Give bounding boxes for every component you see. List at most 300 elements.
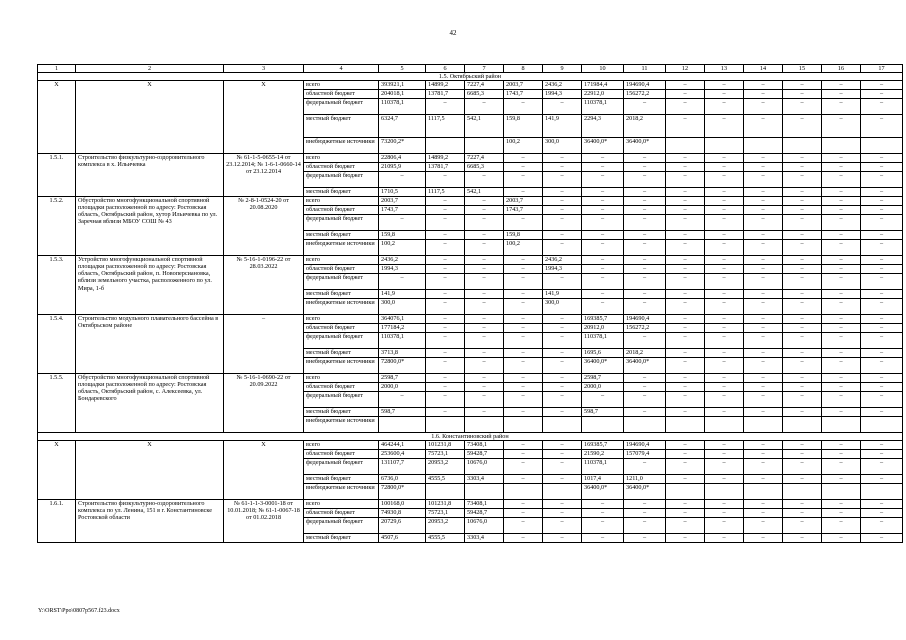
amount-cell: –: [705, 518, 744, 534]
amount-cell: –: [705, 441, 744, 450]
amount-cell: –: [861, 265, 903, 274]
amount-cell: –: [666, 408, 705, 417]
amount-cell: 14899,2: [426, 154, 465, 163]
column-number: 4: [304, 65, 379, 73]
amount-cell: –: [465, 240, 504, 256]
amount-cell: 100,2: [504, 240, 543, 256]
amount-cell: –: [582, 154, 624, 163]
funding-source: федеральный бюджет: [304, 459, 379, 475]
amount-cell: –: [822, 534, 861, 543]
amount-cell: –: [783, 333, 822, 349]
amount-cell: –: [543, 324, 582, 333]
amount-cell: 22806,4: [379, 154, 426, 163]
amount-cell: –: [744, 299, 783, 315]
amount-cell: –: [783, 459, 822, 475]
amount-cell: 141,9: [379, 290, 426, 299]
amount-cell: –: [666, 206, 705, 215]
amount-cell: –: [582, 163, 624, 172]
amount-cell: –: [705, 115, 744, 138]
funding-source: областной бюджет: [304, 509, 379, 518]
amount-cell: 3303,4: [465, 534, 504, 543]
amount-cell: –: [504, 290, 543, 299]
amount-cell: –: [783, 99, 822, 115]
amount-cell: –: [822, 518, 861, 534]
amount-cell: [861, 138, 903, 154]
amount-cell: –: [861, 383, 903, 392]
amount-cell: –: [504, 358, 543, 374]
amount-cell: –: [666, 475, 705, 484]
amount-cell: –: [822, 392, 861, 408]
amount-cell: –: [861, 163, 903, 172]
table-row: [38, 315, 903, 324]
amount-cell: –: [705, 172, 744, 188]
amount-cell: –: [504, 500, 543, 509]
amount-cell: –: [504, 441, 543, 450]
amount-cell: 194690,4: [624, 315, 666, 324]
amount-cell: –: [465, 392, 504, 408]
column-number: 15: [783, 65, 822, 73]
funding-source: федеральный бюджет: [304, 99, 379, 115]
amount-cell: –: [705, 231, 744, 240]
amount-cell: 1211,0: [624, 475, 666, 484]
amount-cell: 74930,8: [379, 509, 426, 518]
amount-cell: –: [624, 383, 666, 392]
amount-cell: –: [861, 374, 903, 383]
funding-source: местный бюджет: [304, 290, 379, 299]
amount-cell: –: [705, 333, 744, 349]
amount-cell: –: [543, 349, 582, 358]
amount-cell: –: [426, 274, 465, 290]
amount-cell: –: [822, 358, 861, 374]
amount-cell: [705, 138, 744, 154]
amount-cell: 1994,3: [379, 265, 426, 274]
amount-cell: –: [822, 349, 861, 358]
item-name: Строительство физкультурно-оздоровительного комплекса по ул. Ленина, 151 в г. Константиновске Ростовской области: [76, 500, 224, 543]
amount-cell: –: [582, 172, 624, 188]
amount-cell: –: [783, 206, 822, 215]
amount-cell: 2003,7: [379, 197, 426, 206]
amount-cell: 364076,1: [379, 315, 426, 324]
amount-cell: –: [705, 534, 744, 543]
amount-cell: [666, 484, 705, 500]
funding-source: федеральный бюджет: [304, 274, 379, 290]
amount-cell: –: [504, 333, 543, 349]
item-number: Х: [38, 441, 76, 500]
amount-cell: –: [783, 231, 822, 240]
amount-cell: –: [783, 290, 822, 299]
amount-cell: –: [861, 188, 903, 197]
item-document: Х: [224, 441, 304, 500]
column-number: 12: [666, 65, 705, 73]
amount-cell: –: [705, 240, 744, 256]
funding-source: внебюджетные источники: [304, 417, 379, 433]
amount-cell: 2018,2: [624, 349, 666, 358]
amount-cell: –: [426, 392, 465, 408]
amount-cell: –: [822, 231, 861, 240]
funding-source: местный бюджет: [304, 188, 379, 197]
amount-cell: –: [822, 240, 861, 256]
amount-cell: –: [543, 408, 582, 417]
amount-cell: 156272,2: [624, 90, 666, 99]
amount-cell: –: [822, 315, 861, 324]
amount-cell: 3303,4: [465, 475, 504, 484]
amount-cell: –: [822, 324, 861, 333]
amount-cell: –: [504, 274, 543, 290]
amount-cell: –: [744, 215, 783, 231]
amount-cell: –: [465, 333, 504, 349]
amount-cell: –: [705, 188, 744, 197]
amount-cell: –: [705, 459, 744, 475]
column-number: 3: [224, 65, 304, 73]
column-number: 10: [582, 65, 624, 73]
amount-cell: –: [744, 265, 783, 274]
funding-source: всего: [304, 256, 379, 265]
amount-cell: –: [783, 500, 822, 509]
amount-cell: –: [822, 475, 861, 484]
amount-cell: –: [783, 163, 822, 172]
amount-cell: 7227,4: [465, 81, 504, 90]
amount-cell: –: [426, 231, 465, 240]
item-document: № 2-8-1-0524-20 от 20.08.2020: [224, 197, 304, 256]
amount-cell: –: [705, 154, 744, 163]
amount-cell: –: [744, 163, 783, 172]
item-name: Строительство физкультурно-оздоровительного комплекса в х. Ильичевка: [76, 154, 224, 197]
amount-cell: 101231,8: [426, 500, 465, 509]
amount-cell: –: [666, 518, 705, 534]
amount-cell: –: [861, 441, 903, 450]
amount-cell: –: [582, 500, 624, 509]
funding-source: местный бюджет: [304, 349, 379, 358]
amount-cell: –: [543, 534, 582, 543]
amount-cell: –: [861, 81, 903, 90]
amount-cell: –: [543, 197, 582, 206]
amount-cell: –: [666, 90, 705, 99]
amount-cell: –: [783, 349, 822, 358]
amount-cell: –: [666, 81, 705, 90]
amount-cell: –: [744, 450, 783, 459]
amount-cell: –: [582, 509, 624, 518]
amount-cell: –: [543, 99, 582, 115]
funding-source: внебюджетные источники: [304, 240, 379, 256]
amount-cell: –: [822, 256, 861, 265]
amount-cell: –: [666, 197, 705, 206]
amount-cell: –: [822, 383, 861, 392]
amount-cell: –: [861, 358, 903, 374]
amount-cell: –: [426, 299, 465, 315]
amount-cell: –: [543, 274, 582, 290]
amount-cell: –: [666, 315, 705, 324]
funding-source: областной бюджет: [304, 383, 379, 392]
amount-cell: –: [379, 215, 426, 231]
amount-cell: –: [744, 518, 783, 534]
amount-cell: –: [861, 197, 903, 206]
amount-cell: –: [426, 324, 465, 333]
amount-cell: –: [379, 172, 426, 188]
amount-cell: 100,2: [504, 138, 543, 154]
amount-cell: –: [465, 256, 504, 265]
amount-cell: 36400,0*: [624, 138, 666, 154]
amount-cell: –: [666, 115, 705, 138]
amount-cell: –: [861, 500, 903, 509]
amount-cell: –: [624, 392, 666, 408]
amount-cell: –: [744, 231, 783, 240]
amount-cell: –: [783, 215, 822, 231]
amount-cell: –: [705, 256, 744, 265]
amount-cell: –: [582, 518, 624, 534]
amount-cell: –: [705, 392, 744, 408]
column-number: 5: [379, 65, 426, 73]
funding-source: федеральный бюджет: [304, 333, 379, 349]
item-number: 1.5.3.: [38, 256, 76, 315]
amount-cell: –: [783, 475, 822, 484]
amount-cell: –: [705, 90, 744, 99]
file-path-footer: Y:\ORST\Ppo\0807p567.f23.docx: [38, 608, 120, 614]
amount-cell: –: [822, 408, 861, 417]
table-row: [38, 441, 903, 450]
item-name: Обустройство многофункциональной спортивной площадки расположенной по адресу: Ростовская область, Октябрьский район, с. Алексеевка, ул. Бондаревского: [76, 374, 224, 433]
amount-cell: –: [861, 240, 903, 256]
column-number: 14: [744, 65, 783, 73]
funding-source: областной бюджет: [304, 206, 379, 215]
amount-cell: 1743,7: [504, 206, 543, 215]
funding-source: областной бюджет: [304, 450, 379, 459]
amount-cell: –: [504, 450, 543, 459]
amount-cell: 110378,1: [379, 333, 426, 349]
column-number: 11: [624, 65, 666, 73]
amount-cell: [783, 417, 822, 433]
amount-cell: –: [582, 188, 624, 197]
amount-cell: –: [822, 99, 861, 115]
amount-cell: [744, 138, 783, 154]
amount-cell: –: [744, 115, 783, 138]
amount-cell: –: [783, 81, 822, 90]
amount-cell: –: [666, 265, 705, 274]
amount-cell: –: [666, 324, 705, 333]
amount-cell: –: [744, 358, 783, 374]
amount-cell: –: [543, 475, 582, 484]
amount-cell: –: [504, 154, 543, 163]
amount-cell: –: [624, 534, 666, 543]
amount-cell: 36400,0*: [582, 138, 624, 154]
amount-cell: 4507,6: [379, 534, 426, 543]
amount-cell: –: [426, 383, 465, 392]
amount-cell: 59428,7: [465, 509, 504, 518]
amount-cell: –: [666, 172, 705, 188]
funding-source: областной бюджет: [304, 163, 379, 172]
amount-cell: –: [705, 509, 744, 518]
item-document: № 61-1-1-3-0001-18 от 10.01.2018; № 61-1-0067-18 от 01.02.2018: [224, 500, 304, 543]
amount-cell: 2436,2: [543, 256, 582, 265]
item-number: 1.5.1.: [38, 154, 76, 197]
amount-cell: [744, 417, 783, 433]
amount-cell: –: [624, 256, 666, 265]
amount-cell: –: [666, 290, 705, 299]
amount-cell: 1743,7: [504, 90, 543, 99]
amount-cell: [426, 484, 465, 500]
amount-cell: –: [543, 154, 582, 163]
amount-cell: –: [705, 500, 744, 509]
funding-source: местный бюджет: [304, 115, 379, 138]
amount-cell: 36400,0*: [624, 358, 666, 374]
amount-cell: 110378,1: [582, 333, 624, 349]
amount-cell: –: [783, 265, 822, 274]
amount-cell: –: [666, 154, 705, 163]
amount-cell: –: [783, 392, 822, 408]
item-name: Х: [76, 441, 224, 500]
amount-cell: –: [861, 99, 903, 115]
amount-cell: 10676,0: [465, 518, 504, 534]
amount-cell: –: [465, 231, 504, 240]
amount-cell: –: [783, 534, 822, 543]
amount-cell: 110378,1: [582, 99, 624, 115]
amount-cell: –: [504, 459, 543, 475]
amount-cell: –: [822, 163, 861, 172]
amount-cell: 1695,6: [582, 349, 624, 358]
amount-cell: 6685,3: [465, 90, 504, 99]
amount-cell: –: [465, 274, 504, 290]
amount-cell: 542,1: [465, 188, 504, 197]
amount-cell: [504, 417, 543, 433]
amount-cell: –: [822, 509, 861, 518]
amount-cell: –: [465, 206, 504, 215]
amount-cell: –: [822, 500, 861, 509]
amount-cell: 100168,0: [379, 500, 426, 509]
amount-cell: –: [822, 90, 861, 99]
amount-cell: –: [504, 324, 543, 333]
amount-cell: –: [666, 240, 705, 256]
amount-cell: –: [666, 333, 705, 349]
amount-cell: –: [705, 408, 744, 417]
amount-cell: –: [465, 408, 504, 417]
amount-cell: –: [744, 240, 783, 256]
amount-cell: –: [543, 188, 582, 197]
amount-cell: –: [744, 172, 783, 188]
table-row: [38, 154, 903, 163]
amount-cell: –: [624, 99, 666, 115]
amount-cell: –: [543, 392, 582, 408]
amount-cell: –: [624, 459, 666, 475]
amount-cell: –: [783, 408, 822, 417]
amount-cell: 13781,7: [426, 163, 465, 172]
amount-cell: –: [744, 154, 783, 163]
amount-cell: 171984,4: [582, 81, 624, 90]
amount-cell: 159,8: [379, 231, 426, 240]
amount-cell: –: [705, 215, 744, 231]
amount-cell: –: [783, 172, 822, 188]
amount-cell: –: [624, 518, 666, 534]
funding-source: местный бюджет: [304, 475, 379, 484]
item-name: Строительство модульного плавательного бассейна в Октябрьском районе: [76, 315, 224, 374]
amount-cell: –: [822, 450, 861, 459]
amount-cell: –: [783, 197, 822, 206]
funding-source: всего: [304, 197, 379, 206]
amount-cell: –: [504, 475, 543, 484]
amount-cell: 2003,7: [504, 197, 543, 206]
amount-cell: –: [624, 509, 666, 518]
amount-cell: [465, 138, 504, 154]
amount-cell: 598,7: [379, 408, 426, 417]
amount-cell: –: [465, 383, 504, 392]
table-row: [38, 197, 903, 206]
amount-cell: –: [543, 163, 582, 172]
amount-cell: –: [582, 392, 624, 408]
amount-cell: –: [783, 315, 822, 324]
funding-source: федеральный бюджет: [304, 392, 379, 408]
amount-cell: [666, 417, 705, 433]
amount-cell: –: [666, 509, 705, 518]
amount-cell: –: [543, 172, 582, 188]
funding-source: всего: [304, 315, 379, 324]
amount-cell: –: [582, 256, 624, 265]
amount-cell: [465, 417, 504, 433]
amount-cell: –: [861, 256, 903, 265]
amount-cell: –: [543, 383, 582, 392]
amount-cell: 2598,7: [379, 374, 426, 383]
amount-cell: –: [744, 188, 783, 197]
amount-cell: [783, 138, 822, 154]
amount-cell: –: [624, 374, 666, 383]
amount-cell: 300,0: [379, 299, 426, 315]
amount-cell: –: [705, 99, 744, 115]
amount-cell: –: [861, 324, 903, 333]
table-row: [38, 81, 903, 90]
amount-cell: –: [822, 441, 861, 450]
amount-cell: 100,2: [379, 240, 426, 256]
amount-cell: –: [504, 163, 543, 172]
amount-cell: –: [861, 333, 903, 349]
amount-cell: –: [861, 231, 903, 240]
section-header-row: [38, 73, 903, 81]
amount-cell: –: [465, 358, 504, 374]
amount-cell: [582, 417, 624, 433]
amount-cell: 1994,3: [543, 265, 582, 274]
item-name: Обустройство многофункциональной спортивной площадки расположенной по адресу: Ростовская область, Октябрьский район, хутор Ильичевка по ул. Заречная вблизи МБОУ СОШ № 43: [76, 197, 224, 256]
amount-cell: 6324,7: [379, 115, 426, 138]
amount-cell: –: [666, 163, 705, 172]
amount-cell: –: [426, 197, 465, 206]
amount-cell: –: [861, 475, 903, 484]
amount-cell: –: [624, 163, 666, 172]
amount-cell: –: [822, 154, 861, 163]
amount-cell: [666, 138, 705, 154]
amount-cell: 159,8: [504, 115, 543, 138]
amount-cell: 157079,4: [624, 450, 666, 459]
amount-cell: 1743,7: [379, 206, 426, 215]
amount-cell: 2294,3: [582, 115, 624, 138]
amount-cell: –: [705, 81, 744, 90]
amount-cell: –: [666, 215, 705, 231]
amount-cell: 36400,0*: [582, 484, 624, 500]
funding-source: местный бюджет: [304, 231, 379, 240]
amount-cell: [705, 484, 744, 500]
amount-cell: –: [504, 392, 543, 408]
amount-cell: –: [426, 215, 465, 231]
amount-cell: –: [465, 215, 504, 231]
amount-cell: –: [705, 324, 744, 333]
amount-cell: –: [861, 90, 903, 99]
funding-source: федеральный бюджет: [304, 518, 379, 534]
amount-cell: –: [783, 383, 822, 392]
funding-source: местный бюджет: [304, 408, 379, 417]
amount-cell: –: [744, 315, 783, 324]
amount-cell: [822, 417, 861, 433]
amount-cell: –: [666, 459, 705, 475]
amount-cell: 72800,0*: [379, 358, 426, 374]
amount-cell: –: [624, 265, 666, 274]
amount-cell: –: [783, 154, 822, 163]
amount-cell: –: [744, 509, 783, 518]
amount-cell: –: [822, 197, 861, 206]
